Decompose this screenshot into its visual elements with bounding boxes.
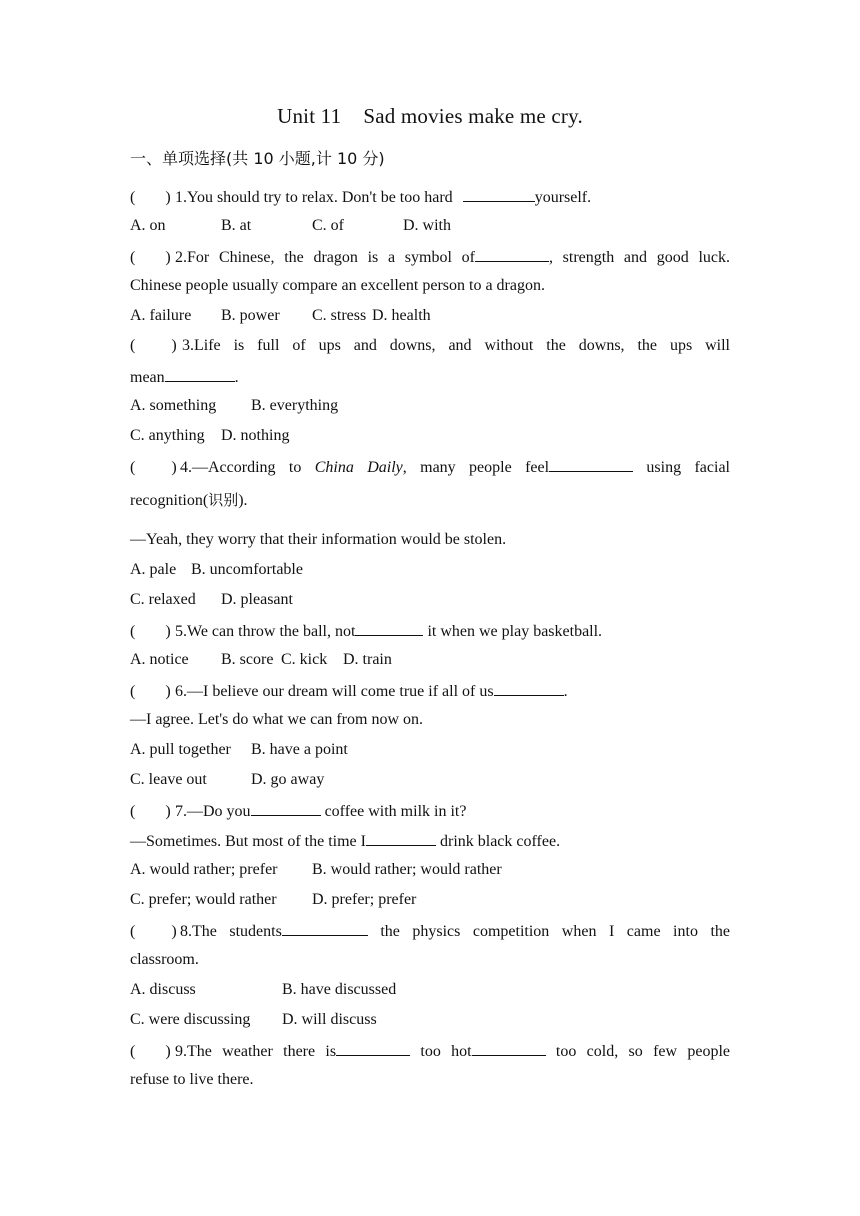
option: C. relaxed xyxy=(130,591,196,608)
question-2: ( ) 2.For Chinese, the dragon is a symbol of , strength and good luck. xyxy=(130,246,730,268)
answer-paren: ( ) xyxy=(130,249,171,266)
question-6-reply: —I agree. Let's do what we can from now on. xyxy=(130,711,424,728)
option: C. leave out xyxy=(130,771,207,788)
option: A. pull together xyxy=(130,741,231,758)
answer-paren: ( ) xyxy=(130,337,177,354)
question-4-reply: —Yeah, they worry that their information would be stolen. xyxy=(130,531,507,548)
option: D. health xyxy=(372,307,431,324)
question-4: ( ) 4.—According to China Daily, many people feel using facial xyxy=(130,456,730,478)
question-text: —Sometimes. But most of the time I xyxy=(130,833,366,850)
question-number: 2 xyxy=(175,249,183,266)
question-text: . xyxy=(234,369,239,386)
option: C. of xyxy=(312,217,344,234)
question-number: 5 xyxy=(175,623,183,640)
question-text: recognition( xyxy=(130,492,209,509)
option: C. stress xyxy=(312,307,367,324)
option: D. train xyxy=(343,651,392,668)
question-text: too cold, so few people xyxy=(545,1043,731,1060)
option: A. would rather; prefer xyxy=(130,861,278,878)
question-text: —According to xyxy=(192,459,315,476)
options-6a xyxy=(130,740,730,760)
option: D. prefer; prefer xyxy=(312,891,417,908)
question-8: ( ) 8.The students the physics competition when I came into the xyxy=(130,920,730,942)
option: A. on xyxy=(130,217,166,234)
question-text: For Chinese, the dragon is a symbol of xyxy=(187,249,475,266)
options-7a xyxy=(130,860,730,880)
answer-blank xyxy=(494,680,564,696)
option: A. notice xyxy=(130,651,189,668)
option: C. anything xyxy=(130,427,205,444)
question-text: too hot xyxy=(410,1043,472,1060)
option: D. with xyxy=(403,217,451,234)
question-7-reply xyxy=(130,830,730,852)
answer-blank xyxy=(463,186,535,202)
question-number: 6 xyxy=(175,683,183,700)
options-1 xyxy=(130,216,730,236)
question-text: The weather there is xyxy=(187,1043,337,1060)
answer-blank xyxy=(165,366,235,382)
question-number: 3 xyxy=(182,337,190,354)
answer-paren: ( ) xyxy=(130,683,171,700)
option: A. discuss xyxy=(130,981,196,998)
answer-blank xyxy=(366,830,436,846)
option: A. failure xyxy=(130,307,192,324)
answer-paren: ( ) xyxy=(130,923,177,940)
answer-paren: ( ) xyxy=(130,803,171,820)
answer-paren: ( ) xyxy=(130,623,171,640)
answer-blank xyxy=(355,620,423,636)
options-8a xyxy=(130,980,730,1000)
option: B. at xyxy=(221,217,252,234)
question-text: We can throw the ball, not xyxy=(187,623,356,640)
option: B. everything xyxy=(251,397,339,414)
options-5 xyxy=(130,650,730,670)
question-number: 4 xyxy=(180,459,188,476)
option: B. uncomfortable xyxy=(191,561,303,578)
answer-blank xyxy=(549,456,633,472)
question-4-cont xyxy=(130,490,730,511)
question-number: 9 xyxy=(175,1043,183,1060)
question-9-cont: refuse to live there. xyxy=(130,1071,254,1088)
options-4a xyxy=(130,560,730,580)
question-2-cont: Chinese people usually compare an excellent person to a dragon. xyxy=(130,277,545,294)
option: C. were discussing xyxy=(130,1011,251,1028)
question-text: —Do you xyxy=(187,803,251,820)
answer-blank xyxy=(472,1040,546,1056)
option: D. pleasant xyxy=(221,591,293,608)
question-5: ( ) 5.We can throw the ball, not it when we play basketball. xyxy=(130,620,730,642)
question-number: 8 xyxy=(180,923,188,940)
question-text: . xyxy=(563,683,568,700)
option: A. pale xyxy=(130,561,177,578)
title xyxy=(0,104,860,129)
answer-paren: ( ) xyxy=(130,1043,171,1060)
question-text: Life is full of ups and downs, and without the downs, the ups will xyxy=(194,337,730,354)
question-text: mean xyxy=(130,369,165,386)
question-number: 7 xyxy=(175,803,183,820)
option: B. power xyxy=(221,307,280,324)
unit-title: Sad movies make me cry. xyxy=(363,104,583,128)
option: B. would rather; would rather xyxy=(312,861,502,878)
chinese-gloss: 识别 xyxy=(208,491,239,509)
options-3a xyxy=(130,396,730,416)
options-7b xyxy=(130,890,730,910)
option: B. score xyxy=(221,651,274,668)
answer-paren: ( ) xyxy=(130,189,171,206)
question-text: , many people feel xyxy=(402,459,550,476)
question-text: , strength and good luck. xyxy=(548,249,730,266)
question-text: The students xyxy=(192,923,282,940)
question-3: ( ) 3.Life is full of ups and downs, and without the downs, the ups will xyxy=(130,337,730,354)
question-text: coffee with milk in it? xyxy=(320,803,467,820)
options-2 xyxy=(130,306,730,326)
option: D. go away xyxy=(251,771,325,788)
section-heading: 一、单项选择(共 10 小题,计 10 分) xyxy=(130,149,385,168)
question-9: ( ) 9.The weather there is too hot too cold, so few people xyxy=(130,1040,730,1062)
publication-name: China Daily xyxy=(314,459,403,476)
question-3-cont xyxy=(130,366,730,388)
question-text: the physics competition when I came into the xyxy=(367,923,730,940)
option: A. something xyxy=(130,397,217,414)
answer-blank xyxy=(251,800,321,816)
question-text: —I believe our dream will come true if all of us xyxy=(187,683,494,700)
question-number: 1 xyxy=(175,189,183,206)
options-6b xyxy=(130,770,730,790)
question-text: yourself. xyxy=(534,189,592,206)
question-text: ). xyxy=(238,492,248,509)
question-text: drink black coffee. xyxy=(435,833,561,850)
question-1: ( ) 1.You should try to relax. Don't be too hard yourself. xyxy=(130,186,730,208)
question-8-cont: classroom. xyxy=(130,951,199,968)
option: B. have a point xyxy=(251,741,348,758)
answer-blank xyxy=(475,246,549,262)
question-text: it when we play basketball. xyxy=(423,623,603,640)
option: D. nothing xyxy=(221,427,290,444)
answer-paren: ( ) xyxy=(130,459,177,476)
options-8b xyxy=(130,1010,730,1030)
option: B. have discussed xyxy=(282,981,397,998)
option: C. prefer; would rather xyxy=(130,891,277,908)
option: C. kick xyxy=(281,651,328,668)
answer-blank xyxy=(282,920,368,936)
answer-blank xyxy=(336,1040,410,1056)
options-3b xyxy=(130,426,730,446)
question-6: ( ) 6.—I believe our dream will come true if all of us . xyxy=(130,680,730,702)
question-text: You should try to relax. Don't be too hard xyxy=(187,189,457,206)
question-text: using facial xyxy=(633,459,730,476)
options-4b xyxy=(130,590,730,610)
option: D. will discuss xyxy=(282,1011,377,1028)
unit-label: Unit 11 xyxy=(277,104,342,128)
question-7: ( ) 7.—Do you coffee with milk in it? xyxy=(130,800,730,822)
